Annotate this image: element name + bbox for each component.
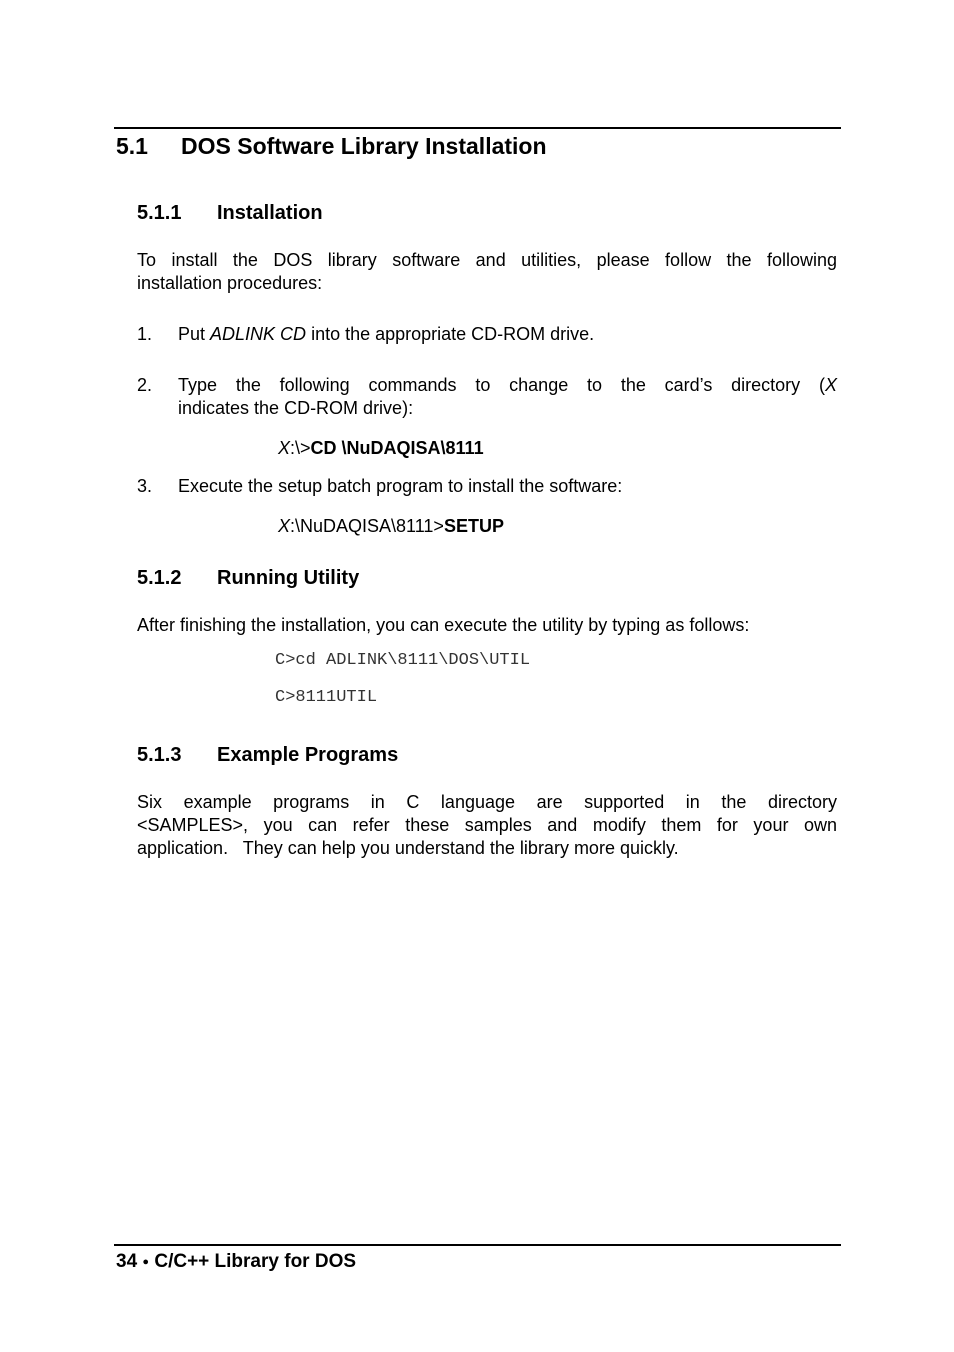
step-number: 3. — [137, 476, 153, 496]
step-text: Put — [178, 324, 211, 344]
section-heading — [116, 133, 547, 160]
step-text-italic: ADLINK CD — [210, 324, 307, 344]
step-text-italic: X — [824, 375, 837, 395]
examples-line-1: Six example programs in C language are supported in the directory — [137, 792, 837, 812]
bullet-icon: ● — [142, 1255, 150, 1268]
subsection-heading-running-utility — [137, 567, 359, 590]
step-text: Execute the setup batch program to install the software: — [178, 476, 623, 496]
subsection-title: Running Utility — [217, 567, 360, 589]
command: SETUP — [443, 516, 504, 536]
installation-intro — [137, 249, 837, 295]
section-title: DOS Software Library Installation — [181, 133, 547, 159]
subsection-title: Example Programs — [217, 744, 399, 766]
subsection-title: Installation — [217, 202, 323, 224]
list-item-step-2 — [137, 374, 837, 420]
command-line-1 — [278, 438, 484, 459]
examples-line-3: application. They can help you understand the library more quickly. — [137, 838, 679, 858]
list-item-step-1 — [137, 323, 837, 346]
footer-title: C/C++ Library for DOS — [154, 1251, 357, 1272]
command: CD \NuDAQISA\8111 — [310, 438, 484, 458]
running-text: After finishing the installation, you can execute the utility by typing as follows: — [137, 615, 750, 635]
step-line-2: indicates the CD-ROM drive): — [178, 398, 414, 418]
step-text: Type the following commands to change to the card’s directory ( — [178, 375, 825, 395]
examples-text — [137, 791, 837, 860]
step-number: 1. — [137, 324, 153, 344]
subsection-number: 5.1.2 — [137, 567, 182, 589]
subsection-heading-installation — [137, 202, 323, 225]
command-line-2 — [278, 516, 504, 537]
page-number: 34 — [116, 1251, 138, 1272]
subsection-number: 5.1.1 — [137, 202, 182, 224]
prompt: :\> — [290, 438, 311, 458]
examples-line-2: <SAMPLES>, you can refer these samples and modify them for your own — [137, 815, 837, 835]
page-footer — [116, 1251, 356, 1273]
section-number: 5.1 — [116, 133, 148, 159]
intro-line-2: installation procedures: — [137, 273, 323, 293]
drive-letter: X — [278, 438, 291, 458]
step-number: 2. — [137, 375, 153, 395]
subsection-heading-example-programs — [137, 744, 398, 767]
footer-rule — [114, 1244, 841, 1246]
drive-letter: X — [278, 516, 291, 536]
prompt: :\NuDAQISA\8111> — [290, 516, 444, 536]
code-line-2: C>8111UTIL — [275, 688, 378, 707]
top-rule — [114, 127, 841, 129]
intro-line-1: To install the DOS library software and utilities, please follow the following — [137, 250, 837, 270]
step-line-1 — [178, 374, 837, 397]
step-text: into the appropriate CD-ROM drive. — [306, 324, 595, 344]
list-item-step-3 — [137, 475, 837, 498]
subsection-number: 5.1.3 — [137, 744, 182, 766]
code-line-1: C>cd ADLINK\8111\DOS\UTIL — [275, 651, 531, 670]
